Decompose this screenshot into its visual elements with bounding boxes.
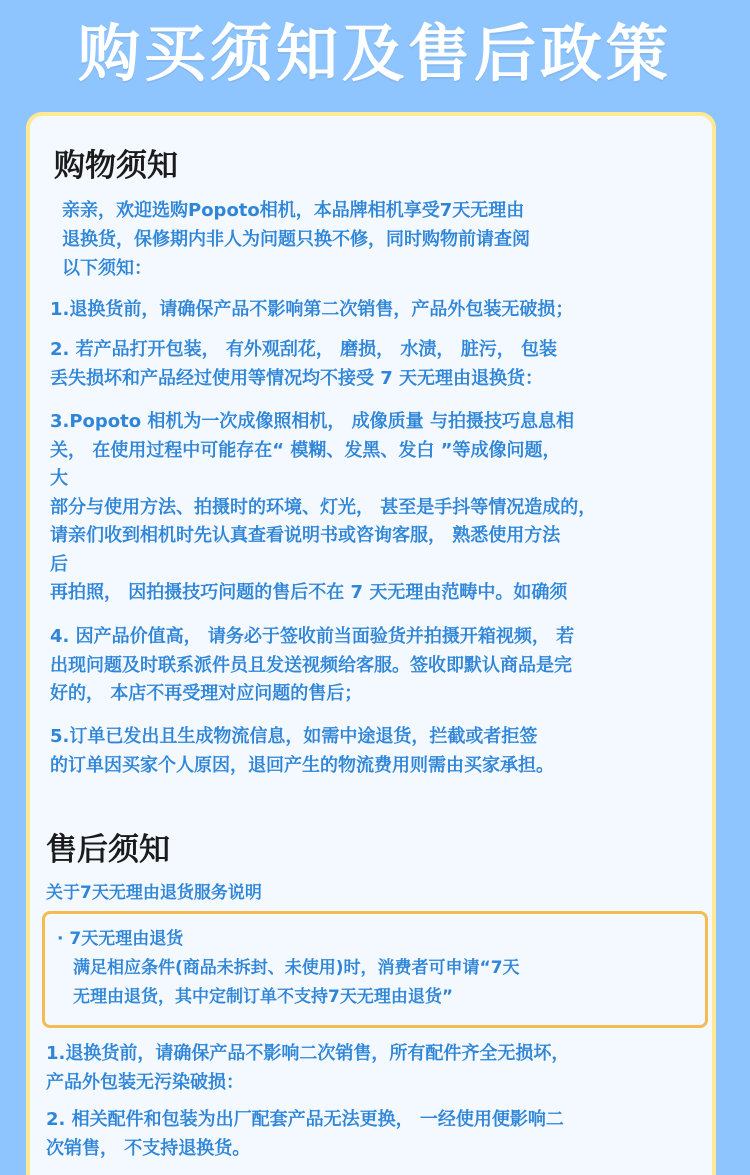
after-sales-item-2: 2. 相关配件和包装为出厂配套产品无法更换， 一经使用便影响二 次销售， 不支持退换货。: [46, 1109, 564, 1159]
shopping-notice-title: 购物须知: [54, 148, 178, 184]
after-sales-subtitle: 关于7天无理由退货服务说明: [46, 883, 262, 903]
shopping-notice-item-1: 1.退换货前，请确保产品不影响第二次销售，产品外包装无破损；: [50, 299, 574, 320]
page-title: 购买须知及售后政策: [77, 16, 672, 90]
shopping-notice-item-2: 2. 若产品打开包装， 有外观刮花， 磨损， 水渍， 脏污， 包装 丢失损坏和产品经过使用等情况均不接受 7 天无理由退换货：: [50, 339, 557, 389]
after-sales-item-1: 1.退换货前，请确保产品不影响二次销售，所有配件齐全无损坏， 产品外包装无污染破损：: [46, 1043, 570, 1093]
notice-box: [42, 911, 708, 1028]
card-inner: [30, 116, 712, 1175]
notice-body: 满足相应条件(商品未拆封、未使用)时，消费者可申请“7天 无理由退货，其中定制订单不支持7天无理由退货”: [73, 958, 520, 1007]
shopping-notice-item-4: 4. 因产品价值高， 请务必于签收前当面验货并拍摄开箱视频， 若 出现问题及时联系派件员且发送视频给客服。签收即默认商品是完 好的， 本店不再受理对应问题的售后；: [50, 626, 575, 704]
shopping-notice-intro: 亲亲，欢迎选购Popoto相机，本品牌相机享受7天无理由 退换货，保修期内非人为问题只换不修，同时购物前请查阅 以下须知：: [62, 200, 530, 279]
shopping-notice-item-3: 3.Popoto 相机为一次成像照相机， 成像质量 与拍摄技巧息息相 关， 在使用过程中可能存在“ 模糊、发黑、发白 ”等成像问题， 大 部分与使用方法、拍摄时的环境、灯光， 甚至是手抖等情况造成的， 请亲们收到相机时先认真查看说明书或咨询客服， 熟悉使用方法 后 再拍照， 因拍摄技巧问题的售后不在 7 天无理由范畴中。如确须: [50, 411, 597, 603]
content-card: [26, 112, 716, 1175]
after-sales-title: 售后须知: [46, 832, 170, 868]
shopping-notice-item-5: 5.订单已发出且生成物流信息，如需中途退货，拦截或者拒签 的订单因买家个人原因，退回产生的物流费用则需由买家承担。: [50, 726, 554, 776]
notice-heading: · 7天无理由退货: [57, 929, 184, 949]
